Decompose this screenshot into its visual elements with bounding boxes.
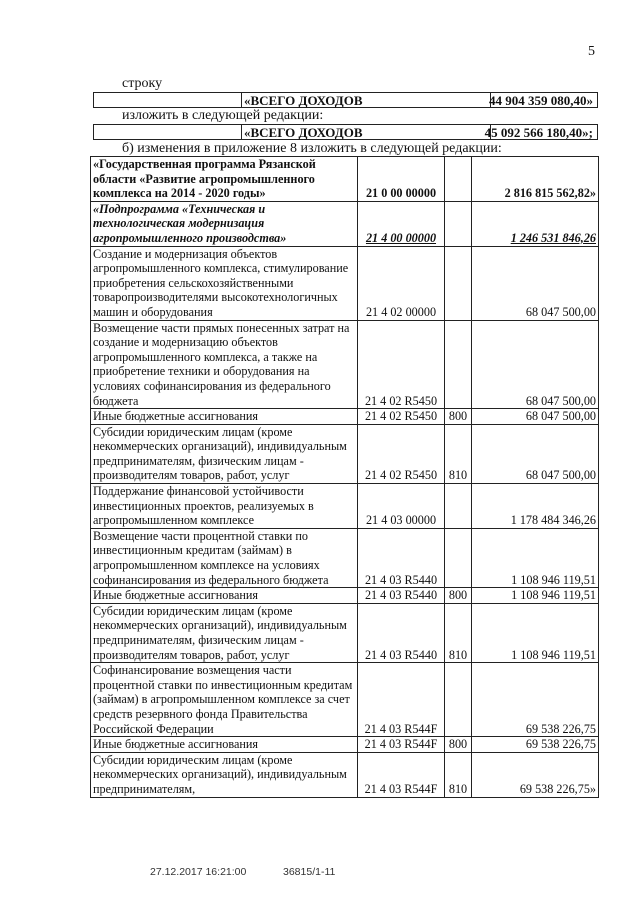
row-expense-type: 810 <box>445 424 472 483</box>
total-income-label: «ВСЕГО ДОХОДОВ <box>244 125 363 140</box>
row-name: Субсидии юридическим лицам (кроме некоммерческих организаций), индивидуальным предпринимателям, физическим лицам - производителям товаров, работ, услуг <box>91 603 358 662</box>
total-income-old-row <box>93 92 598 108</box>
row-expense-type: 800 <box>445 588 472 604</box>
row-name: Создание и модернизация объектов агропромышленного комплекса, стимулирование приобретения сельскохозяйственными товаропроизводителями высокотехнологичных машин и оборудования <box>91 246 358 320</box>
row-name: Иные бюджетные ассигнования <box>91 409 358 425</box>
row-divider <box>94 124 242 140</box>
row-amount: 68 047 500,00 <box>472 409 599 425</box>
row-name: «Подпрограмма «Техническая и технологическая модернизация агропромышленного производства» <box>91 201 358 246</box>
row-expense-type: 800 <box>445 737 472 753</box>
row-amount: 69 538 226,75 <box>472 737 599 753</box>
row-expense-type: 800 <box>445 409 472 425</box>
row-divider <box>94 92 242 108</box>
intro-line-appendix: б) изменения в приложение 8 изложить в следующей редакции: <box>122 141 502 156</box>
row-name: Возмещение части процентной ставки по инвестиционным кредитам (займам) в агропромышленном комплексе на условиях софинансирования из федерального бюджета <box>91 528 358 587</box>
table-row <box>91 588 599 604</box>
total-income-new-row <box>93 124 598 140</box>
row-name: Субсидии юридическим лицам (кроме некоммерческих организаций), индивидуальным предпринимателям, <box>91 752 358 797</box>
row-expense-type <box>445 157 472 202</box>
total-income-amount: 44 904 359 080,40» <box>489 93 593 108</box>
row-expense-type <box>445 528 472 587</box>
row-name: «Государственная программа Рязанской области «Развитие агропромышленного комплекса на 2014 - 2020 годы» <box>91 157 358 202</box>
row-name: Поддержание финансовой устойчивости инвестиционных проектов, реализуемых в агропромышленном комплексе <box>91 484 358 529</box>
table-row <box>91 320 599 409</box>
table-row <box>91 201 599 246</box>
row-code: 21 4 03 00000 <box>358 484 445 529</box>
row-expense-type <box>445 201 472 246</box>
row-amount: 2 816 815 562,82» <box>472 157 599 202</box>
row-amount: 1 246 531 846,26 <box>472 201 599 246</box>
row-name: Иные бюджетные ассигнования <box>91 737 358 753</box>
row-expense-type: 810 <box>445 603 472 662</box>
page-number: 5 <box>588 44 595 59</box>
row-expense-type <box>445 246 472 320</box>
row-code: 21 4 02 R5450 <box>358 424 445 483</box>
budget-table <box>90 156 599 798</box>
row-code: 21 4 03 R5440 <box>358 588 445 604</box>
row-amount: 68 047 500,00 <box>472 246 599 320</box>
row-amount: 1 178 484 346,26 <box>472 484 599 529</box>
row-expense-type <box>445 663 472 737</box>
table-row <box>91 528 599 587</box>
row-code: 21 4 03 R544F <box>358 737 445 753</box>
footer-doc-id: 36815/1-11 <box>283 866 336 878</box>
row-code: 21 4 03 R544F <box>358 752 445 797</box>
total-income-label: «ВСЕГО ДОХОДОВ <box>244 93 363 108</box>
row-code: 21 4 03 R5440 <box>358 603 445 662</box>
row-code: 21 4 02 R5450 <box>358 409 445 425</box>
budget-table-body <box>91 157 599 798</box>
row-expense-type: 810 <box>445 752 472 797</box>
row-amount: 1 108 946 119,51 <box>472 603 599 662</box>
table-row <box>91 663 599 737</box>
row-name: Иные бюджетные ассигнования <box>91 588 358 604</box>
row-expense-type <box>445 320 472 409</box>
row-code: 21 4 03 R5440 <box>358 528 445 587</box>
row-code: 21 0 00 00000 <box>358 157 445 202</box>
table-row <box>91 737 599 753</box>
row-amount: 69 538 226,75 <box>472 663 599 737</box>
table-row <box>91 752 599 797</box>
row-code: 21 4 03 R544F <box>358 663 445 737</box>
table-row <box>91 424 599 483</box>
table-row <box>91 409 599 425</box>
row-amount: 1 108 946 119,51 <box>472 528 599 587</box>
intro-line-replace: изложить в следующей редакции: <box>122 108 324 123</box>
row-name: Субсидии юридическим лицам (кроме некоммерческих организаций), индивидуальным предпринимателям, физическим лицам - производителям товаров, работ, услуг <box>91 424 358 483</box>
row-expense-type <box>445 484 472 529</box>
total-income-amount: 45 092 566 180,40»; <box>484 125 593 140</box>
table-row <box>91 603 599 662</box>
row-name: Возмещение части прямых понесенных затрат на создание и модернизацию объектов агропромышленного комплекса, а также на приобретение техники и оборудования на условиях софинансирования из федерального бюджета <box>91 320 358 409</box>
row-code: 21 4 02 00000 <box>358 246 445 320</box>
table-row <box>91 157 599 202</box>
row-code: 21 4 00 00000 <box>358 201 445 246</box>
row-amount: 68 047 500,00 <box>472 424 599 483</box>
row-code: 21 4 02 R5450 <box>358 320 445 409</box>
intro-line-stroku: строку <box>122 76 163 91</box>
row-name: Софинансирование возмещения части процентной ставки по инвестиционным кредитам (займам) в агропромышленном комплексе за счет средств резервного фонда Правительства Российской Федерации <box>91 663 358 737</box>
table-row <box>91 484 599 529</box>
footer-timestamp: 27.12.2017 16:21:00 <box>150 866 247 878</box>
table-row <box>91 246 599 320</box>
row-amount: 68 047 500,00 <box>472 320 599 409</box>
row-amount: 1 108 946 119,51 <box>472 588 599 604</box>
row-amount: 69 538 226,75» <box>472 752 599 797</box>
